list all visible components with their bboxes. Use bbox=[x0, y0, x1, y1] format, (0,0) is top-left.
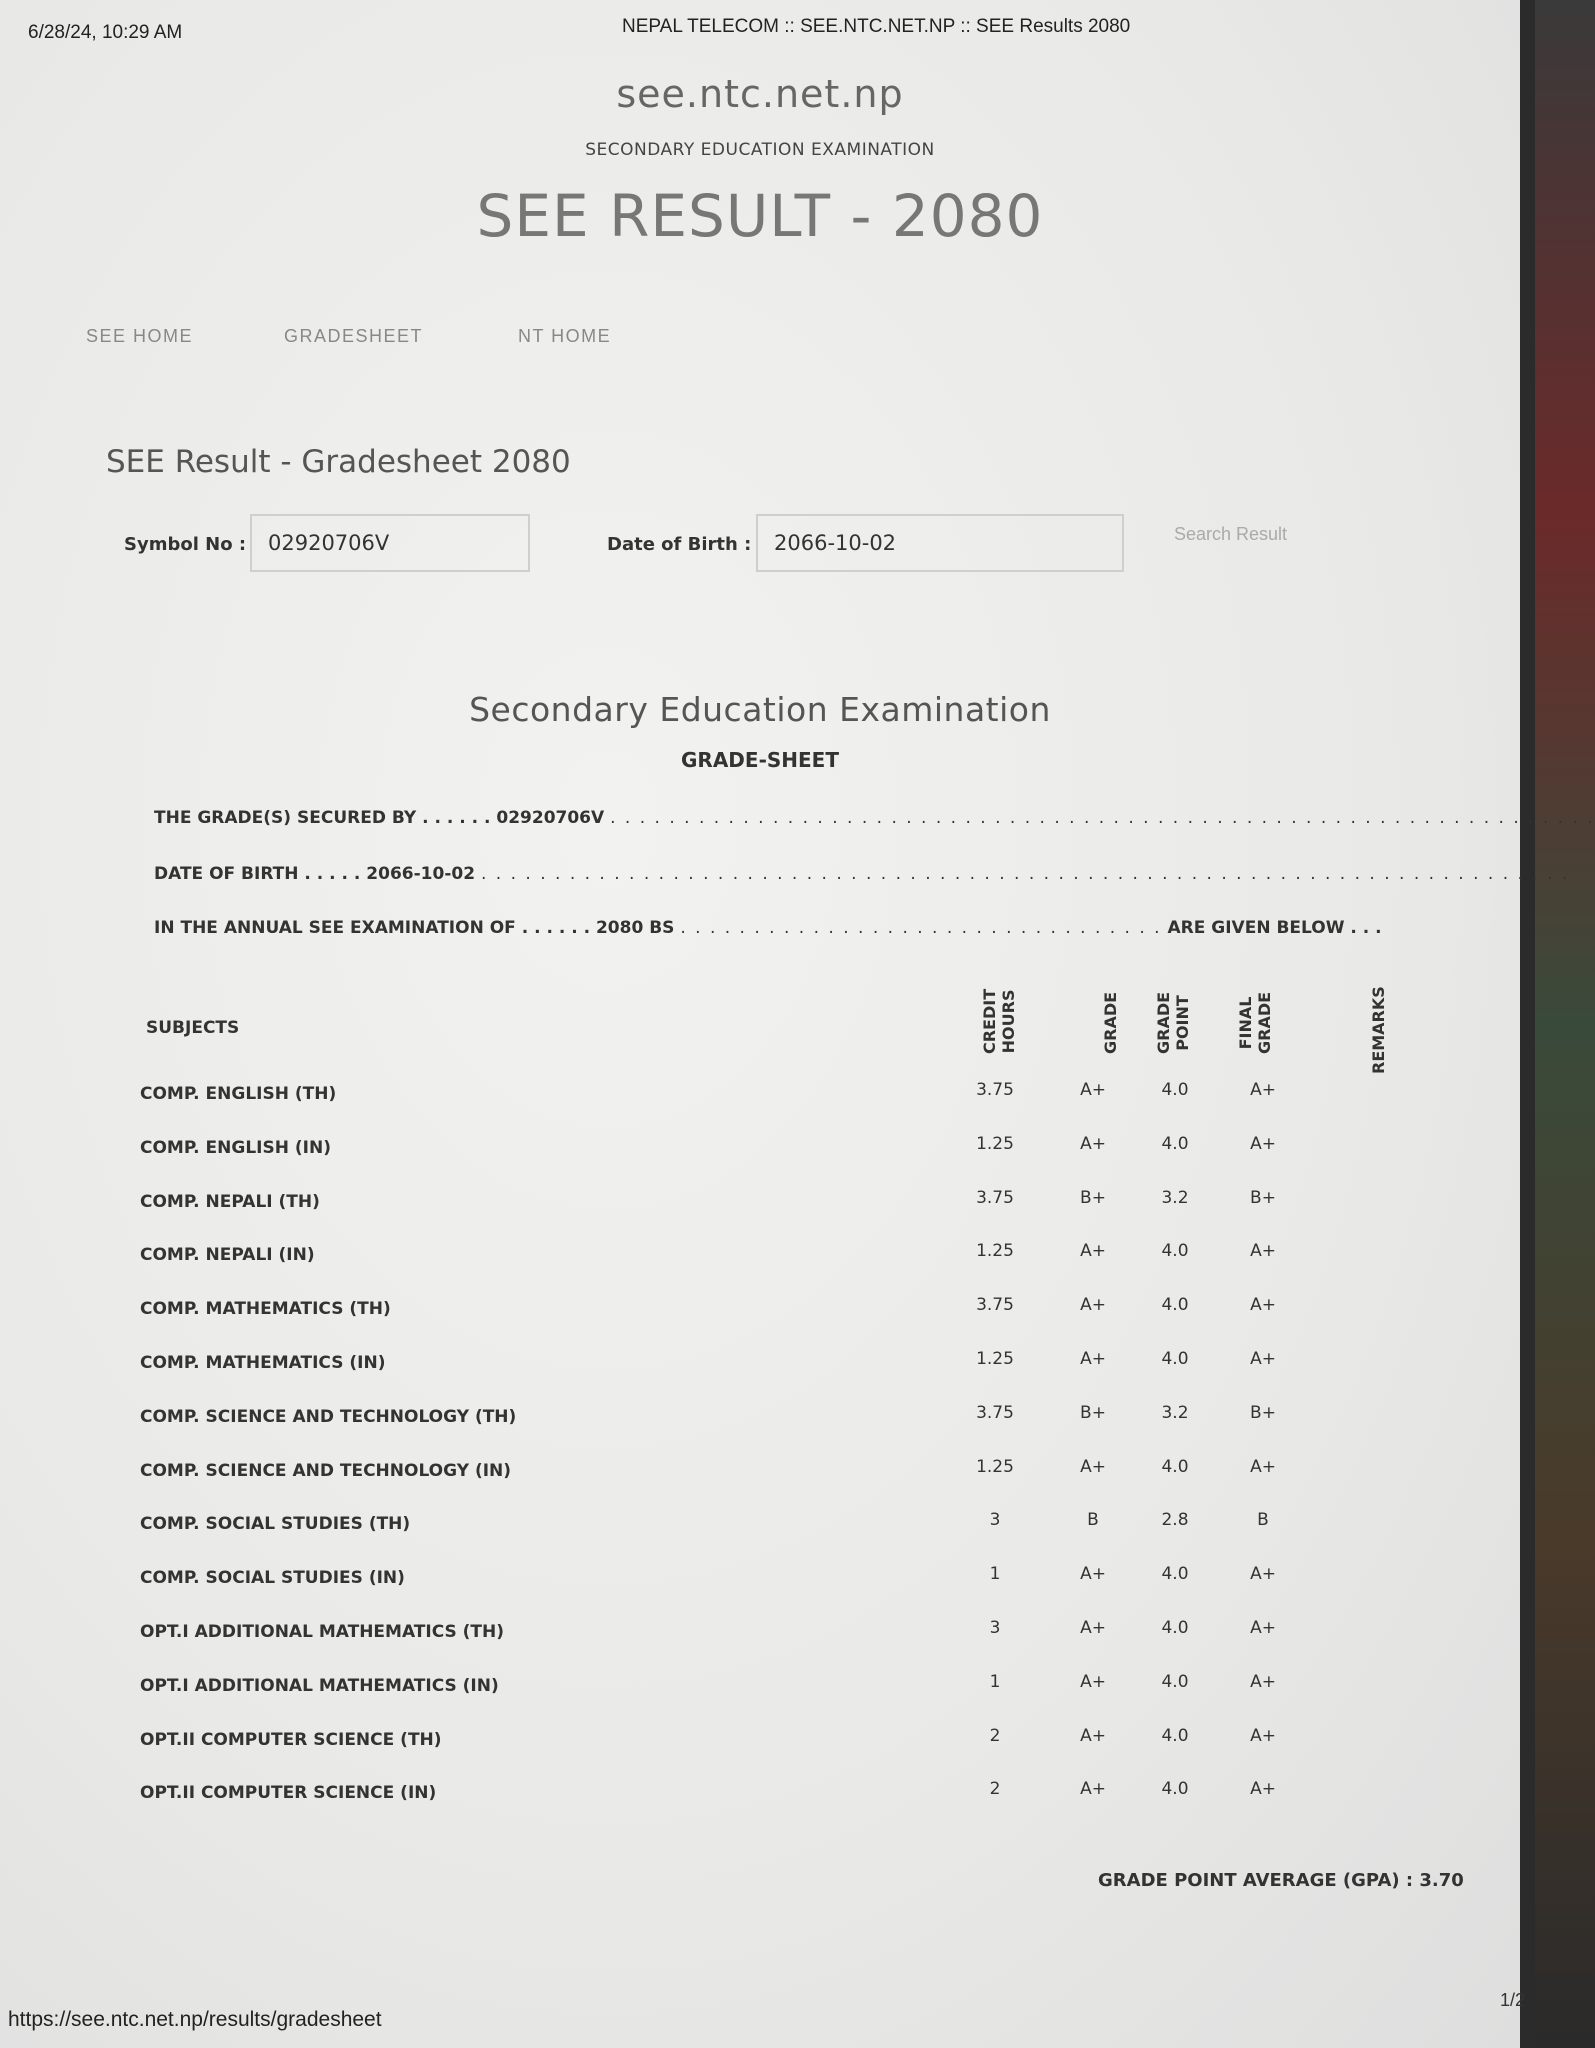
final-grade-cell: A+ bbox=[1250, 1349, 1276, 1369]
table-row bbox=[0, 1618, 1520, 1672]
final-grade-cell: A+ bbox=[1250, 1618, 1276, 1638]
grade-cell: A+ bbox=[1080, 1618, 1106, 1638]
final-grade-cell: A+ bbox=[1250, 1671, 1276, 1692]
final-grade-cell: B+ bbox=[1250, 1402, 1276, 1423]
print-datetime: 6/28/24, 10:29 AM bbox=[28, 22, 183, 43]
info-exam-value: 2080 BS bbox=[595, 918, 675, 938]
header-final-grade-text: FINAL GRADE bbox=[1236, 991, 1274, 1054]
credit-hours-cell: 1.25 bbox=[976, 1241, 1014, 1262]
final-grade-cell: A+ bbox=[1250, 1295, 1276, 1316]
subject-cell: COMP. SCIENCE AND TECHNOLOGY (TH) bbox=[140, 1406, 517, 1427]
dot-leader: . . . . . . . . . . . . . . . . . . . . . . . . . . . . . . . . . . . . . . . . . . . . . . . . . . . . . . . . . . . . . . . . . . . . . . . . . . bbox=[480, 864, 1570, 884]
print-header bbox=[28, 16, 1492, 52]
print-page-title: NEPAL TELECOM :: SEE.NTC.NET.NP :: SEE Results 2080 bbox=[622, 16, 1131, 37]
footer-url: https://see.ntc.net.np/results/gradesheet bbox=[8, 2008, 382, 2031]
subject-cell: COMP. SOCIAL STUDIES (IN) bbox=[140, 1568, 405, 1589]
info-dob-prefix: DATE OF BIRTH . . . . . bbox=[154, 864, 361, 884]
credit-hours-cell: 1.25 bbox=[976, 1456, 1014, 1477]
grade-point-cell: 4.0 bbox=[1161, 1725, 1189, 1746]
final-grade-cell: A+ bbox=[1250, 1725, 1276, 1746]
header-subjects: SUBJECTS bbox=[146, 1018, 240, 1038]
header-remarks-text: REMARKS bbox=[1369, 986, 1388, 1074]
grade-point-cell: 3.2 bbox=[1161, 1187, 1189, 1208]
subject-cell: COMP. SCIENCE AND TECHNOLOGY (IN) bbox=[140, 1460, 512, 1481]
grade-point-cell: 4.0 bbox=[1161, 1618, 1189, 1638]
site-domain: see.ntc.net.np bbox=[616, 72, 904, 116]
credit-hours-cell: 1.25 bbox=[976, 1349, 1014, 1369]
dot-leader: . . . . . . . . . . . . . . . . . . . . . . . . . . . . . . . . . bbox=[680, 918, 1162, 938]
info-secured-by bbox=[154, 808, 1595, 828]
info-secured-by-prefix: THE GRADE(S) SECURED BY . . . . . . bbox=[154, 808, 491, 828]
subject-cell: COMP. MATHEMATICS (IN) bbox=[140, 1353, 386, 1373]
nav-gradesheet[interactable]: GRADESHEET bbox=[284, 326, 424, 346]
credit-hours-cell: 2 bbox=[989, 1725, 1001, 1746]
table-row bbox=[0, 1349, 1520, 1403]
grade-cell: A+ bbox=[1080, 1133, 1106, 1154]
table-row bbox=[0, 1403, 1520, 1457]
grade-point-cell: 4.0 bbox=[1161, 1671, 1189, 1692]
table-row bbox=[0, 1241, 1520, 1295]
credit-hours-cell: 1.25 bbox=[976, 1133, 1014, 1154]
header-grade bbox=[1080, 980, 1140, 1054]
site-subtitle: SECONDARY EDUCATION EXAMINATION bbox=[585, 140, 935, 160]
background-fabric bbox=[1535, 0, 1595, 2048]
grade-point-cell: 4.0 bbox=[1161, 1295, 1189, 1316]
table-row bbox=[0, 1510, 1520, 1564]
table-row bbox=[0, 1188, 1520, 1242]
info-date-of-birth bbox=[154, 864, 1570, 884]
page-heading: SEE Result - Gradesheet 2080 bbox=[106, 444, 571, 480]
grade-point-cell: 4.0 bbox=[1161, 1133, 1189, 1154]
final-grade-cell: A+ bbox=[1250, 1564, 1276, 1585]
header-credit-hours-text: CREDIT HOURS bbox=[980, 988, 1018, 1054]
nav-see-home[interactable]: SEE HOME bbox=[86, 326, 194, 346]
info-secured-by-value: 02920706V bbox=[496, 808, 605, 828]
header-grade-text: GRADE bbox=[1101, 991, 1120, 1054]
nav-nt-home[interactable]: NT HOME bbox=[518, 326, 612, 346]
subject-cell: OPT.II COMPUTER SCIENCE (IN) bbox=[140, 1783, 437, 1804]
grade-cell: B+ bbox=[1080, 1402, 1106, 1423]
grade-cell: A+ bbox=[1080, 1725, 1106, 1746]
grade-cell: A+ bbox=[1080, 1349, 1106, 1369]
table-row bbox=[0, 1080, 1520, 1134]
table-row bbox=[0, 1295, 1520, 1349]
grade-cell: A+ bbox=[1080, 1295, 1106, 1316]
grade-cell: A+ bbox=[1080, 1671, 1106, 1692]
subject-cell: COMP. ENGLISH (IN) bbox=[140, 1137, 331, 1158]
final-grade-cell: A+ bbox=[1250, 1456, 1276, 1477]
grade-point-cell: 2.8 bbox=[1161, 1510, 1189, 1531]
header-final-grade bbox=[1234, 980, 1294, 1054]
credit-hours-cell: 2 bbox=[989, 1779, 1001, 1800]
final-grade-cell: B bbox=[1257, 1510, 1269, 1531]
table-row bbox=[0, 1726, 1520, 1780]
grade-point-cell: 4.0 bbox=[1161, 1349, 1189, 1369]
grade-cell: B+ bbox=[1080, 1187, 1106, 1208]
table-row bbox=[0, 1779, 1520, 1833]
header-credit-hours bbox=[978, 980, 1038, 1054]
gpa-summary: GRADE POINT AVERAGE (GPA) : 3.70 bbox=[1098, 1870, 1464, 1891]
table-row bbox=[0, 1134, 1520, 1188]
grade-point-cell: 4.0 bbox=[1161, 1564, 1189, 1585]
subject-cell: COMP. NEPALI (IN) bbox=[140, 1245, 315, 1266]
final-grade-cell: A+ bbox=[1250, 1080, 1276, 1100]
search-result-button[interactable]: Search Result bbox=[1174, 524, 1288, 544]
header-grade-point-text: GRADE POINT bbox=[1154, 991, 1192, 1054]
grade-cell: B bbox=[1087, 1510, 1099, 1531]
grade-point-cell: 4.0 bbox=[1161, 1456, 1189, 1477]
final-grade-cell: A+ bbox=[1250, 1779, 1276, 1800]
final-grade-cell: A+ bbox=[1250, 1241, 1276, 1262]
info-exam-suffix: ARE GIVEN BELOW . . . bbox=[1167, 918, 1382, 938]
final-grade-cell: A+ bbox=[1250, 1133, 1276, 1154]
credit-hours-cell: 3.75 bbox=[976, 1080, 1014, 1100]
subject-cell: COMP. SOCIAL STUDIES (TH) bbox=[140, 1514, 411, 1535]
grade-cell: A+ bbox=[1080, 1456, 1106, 1477]
subject-cell: OPT.I ADDITIONAL MATHEMATICS (IN) bbox=[140, 1675, 499, 1696]
dob-input[interactable]: 2066-10-02 bbox=[756, 514, 1124, 572]
info-exam-prefix: IN THE ANNUAL SEE EXAMINATION OF . . . . . . bbox=[154, 918, 591, 938]
symbol-label: Symbol No : bbox=[124, 534, 247, 555]
grade-cell: A+ bbox=[1080, 1080, 1106, 1100]
credit-hours-cell: 3.75 bbox=[976, 1295, 1014, 1316]
gradesheet-subtitle: GRADE-SHEET bbox=[681, 748, 839, 772]
subject-cell: COMP. NEPALI (TH) bbox=[140, 1191, 320, 1212]
credit-hours-cell: 3.75 bbox=[976, 1187, 1014, 1208]
grade-cell: A+ bbox=[1080, 1564, 1106, 1585]
info-dob-value: 2066-10-02 bbox=[366, 864, 476, 884]
footer-page-number: 1/2 bbox=[1500, 1990, 1526, 2010]
credit-hours-cell: 3.75 bbox=[976, 1402, 1014, 1423]
dot-leader: . . . . . . . . . . . . . . . . . . . . . . . . . . . . . . . . . . . . . . . . . . . . . . . . . . . . . . . . . . . . . . . . . . . bbox=[610, 808, 1595, 828]
credit-hours-cell: 1 bbox=[989, 1671, 1001, 1692]
grade-point-cell: 3.2 bbox=[1161, 1402, 1189, 1423]
gradesheet-title: Secondary Education Examination bbox=[469, 690, 1051, 729]
dob-label: Date of Birth : bbox=[607, 534, 752, 555]
credit-hours-cell: 3 bbox=[989, 1618, 1001, 1638]
subject-cell: COMP. ENGLISH (TH) bbox=[140, 1084, 337, 1104]
grade-cell: A+ bbox=[1080, 1241, 1106, 1262]
table-row bbox=[0, 1564, 1520, 1618]
grade-point-cell: 4.0 bbox=[1161, 1241, 1189, 1262]
header-remarks bbox=[1348, 986, 1408, 1074]
table-row bbox=[0, 1672, 1520, 1726]
header-grade-point bbox=[1152, 980, 1212, 1054]
symbol-input[interactable]: 02920706V bbox=[250, 514, 530, 572]
grade-point-cell: 4.0 bbox=[1161, 1080, 1189, 1100]
subject-cell: COMP. MATHEMATICS (TH) bbox=[140, 1299, 391, 1320]
credit-hours-cell: 1 bbox=[989, 1564, 1001, 1585]
subject-cell: OPT.II COMPUTER SCIENCE (TH) bbox=[140, 1729, 442, 1750]
search-form bbox=[0, 510, 1520, 574]
site-big-title: SEE RESULT - 2080 bbox=[476, 182, 1044, 250]
credit-hours-cell: 3 bbox=[989, 1510, 1001, 1531]
grade-point-cell: 4.0 bbox=[1161, 1779, 1189, 1800]
info-exam-year bbox=[154, 918, 1382, 938]
subject-cell: OPT.I ADDITIONAL MATHEMATICS (TH) bbox=[140, 1622, 505, 1642]
table-row bbox=[0, 1457, 1520, 1511]
grade-cell: A+ bbox=[1080, 1779, 1106, 1800]
final-grade-cell: B+ bbox=[1250, 1187, 1276, 1208]
